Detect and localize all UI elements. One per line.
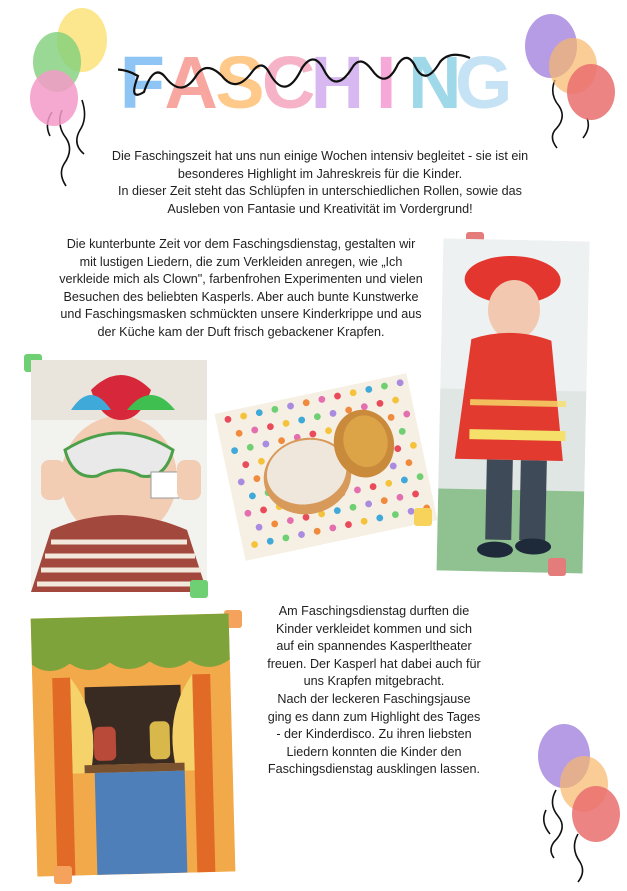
title-graphic	[118, 22, 508, 132]
intro-paragraph	[70, 148, 570, 218]
title-letter: F	[119, 41, 166, 124]
closing-line: freuen. Der Kasperl hat dabei auch für	[267, 656, 481, 671]
closing-line: uns Krapfen mitgebracht.	[303, 674, 445, 689]
middle-paragraph	[30, 236, 452, 342]
closing-paragraph	[262, 603, 486, 779]
title-letter: G	[454, 41, 508, 124]
balloons-top-right	[515, 8, 627, 158]
intro-line: Ausleben von Fantasie und Kreativität im Vordergrund!	[167, 201, 473, 216]
balloon-red	[572, 786, 620, 842]
closing-line: Kinder verkleidet kommen und sich	[276, 621, 472, 636]
closing-line: Nach der leckeren Faschingsjause	[277, 691, 471, 706]
photo-krapfen	[215, 373, 438, 560]
photo-corner	[548, 558, 566, 576]
intro-line: Die Faschingszeit hat uns nun einige Wochen intensiv begleitet - sie ist ein	[111, 149, 529, 163]
balloon-red	[567, 64, 615, 120]
closing-line: auf ein spannendes Kasperltheater	[276, 639, 472, 654]
balloon-pink	[30, 70, 78, 126]
intro-line: besonderes Highlight im Jahreskreis für die Kinder.	[177, 166, 463, 181]
photo-corner	[54, 866, 72, 884]
intro-line: In dieser Zeit steht das Schlüpfen in unterschiedlichen Rollen, sowie das	[118, 184, 522, 199]
dotted-napkin	[215, 373, 438, 560]
closing-line: Am Faschingsdienstag durften die	[278, 604, 470, 618]
balloons-bottom-right	[522, 722, 627, 891]
photo-puppet-theatre	[31, 613, 236, 876]
photo-firefighter-child	[437, 239, 590, 574]
middle-line: Besuchen des beliebten Kasperls. Aber auch bunte Kunstwerke	[63, 289, 419, 304]
title-letter: A	[164, 41, 218, 124]
title-letter: H	[310, 41, 365, 124]
middle-line: mit lustigen Liedern, die zum Verkleiden anregen, wie „Ich	[79, 254, 403, 269]
title-letter: C	[261, 41, 316, 124]
photo-child-with-mask	[31, 360, 207, 592]
photo-corner	[190, 580, 208, 598]
page-title	[118, 22, 508, 132]
closing-line: ging es dann zum Highlight des Tages	[267, 709, 481, 724]
title-letter: I	[375, 41, 397, 124]
closing-line: - der Kinderdisco. Zu ihren liebsten	[276, 727, 472, 742]
middle-line: Die kunterbunte Zeit vor dem Faschingsdienstag, gestalten wir	[66, 237, 416, 251]
middle-line: verkleide mich als Clown", farbenfrohen Experimenten und vielen	[59, 272, 423, 287]
title-letter: N	[408, 41, 462, 124]
middle-line: und Faschingsmasken schmückten unsere Kinderkrippe und aus	[60, 307, 422, 322]
closing-line: Faschingsdienstag ausklingen lassen.	[267, 762, 481, 777]
title-letter: S	[215, 41, 265, 124]
photo-corner	[414, 508, 432, 526]
middle-line: der Küche kam der Duft frisch gebackener Krapfen.	[97, 324, 385, 339]
closing-line: Liedern konnten die Kinder den	[286, 744, 462, 759]
